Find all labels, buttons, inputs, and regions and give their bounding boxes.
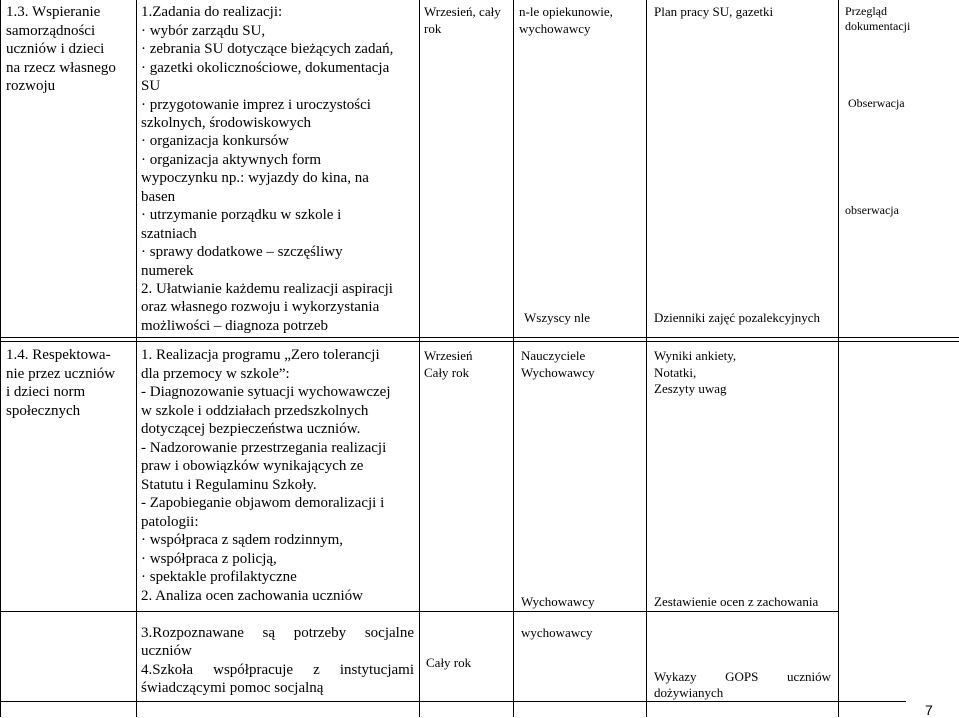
grid-line: [0, 611, 838, 612]
responsible-line: wychowawcy: [519, 21, 591, 36]
section-title-line: rozwoju: [6, 78, 56, 94]
section-title-line: 1.4. Respektowa-: [6, 347, 111, 363]
section-title-line: samorządności: [6, 23, 96, 39]
term-line: Wrzesień: [424, 348, 473, 363]
grid-line: [0, 0, 1, 717]
tools-line: Zeszyty uwag: [654, 381, 727, 396]
task-line: 2. Analiza ocen zachowania uczniów: [141, 588, 363, 604]
task-line: · organizacja aktywnych form: [141, 152, 322, 168]
task-line: · przygotowanie imprez i uroczystości: [141, 97, 371, 113]
grid-line: [838, 0, 839, 717]
task-line: · współpraca z policją,: [141, 551, 277, 567]
tools-word: uczniów: [786, 669, 831, 684]
task-word: instytucjami: [339, 662, 414, 678]
responsible-line: Wszyscy nle: [524, 310, 591, 325]
task-line: możliwości – diagnoza potrzeb: [141, 318, 329, 334]
task-line: praw i obowiązków wynikających ze: [141, 458, 364, 474]
task-line: dla przemocy w szkole”:: [141, 366, 290, 382]
evaluation-line: Obserwacja: [848, 96, 905, 110]
task-line: · utrzymanie porządku w szkole i: [141, 207, 342, 223]
grid-line: [0, 337, 959, 338]
task-line: - Nadzorowanie przestrzegania realizacji: [141, 440, 387, 456]
evaluation-line: dokumentacji: [845, 19, 911, 33]
term-line: Wrzesień, cały: [424, 4, 501, 19]
grid-line: [419, 0, 420, 717]
responsible-line: Nauczyciele: [521, 348, 586, 363]
tools-line: Plan pracy SU, gazetki: [654, 4, 774, 19]
section-title-line: 1.3. Wspieranie: [6, 4, 101, 20]
tools-line: Zestawienie ocen z zachowania: [654, 594, 819, 609]
evaluation-line: obserwacja: [845, 203, 899, 217]
task-line: · zebrania SU dotyczące bieżących zadań,: [141, 41, 394, 57]
grid-line: [646, 0, 647, 717]
task-line: SU: [141, 78, 161, 94]
task-word: potrzeby: [293, 625, 347, 641]
section-title-line: i dzieci norm: [6, 384, 86, 400]
task-line: · współpraca z sądem rodzinnym,: [141, 532, 344, 548]
task-line: szatniach: [141, 226, 197, 242]
task-line: 1.Zadania do realizacji:: [141, 4, 283, 20]
grid-line: [513, 0, 514, 717]
task-line: basen: [141, 189, 176, 205]
task-line: Statutu i Regulaminu Szkoły.: [141, 477, 317, 493]
task-line: oraz własnego rozwoju i wykorzystania: [141, 299, 380, 315]
section-title-line: nie przez uczniów: [6, 366, 116, 382]
responsible-line: n-le opiekunowie,: [519, 4, 613, 19]
task-word: z: [313, 662, 320, 678]
task-word: są: [262, 625, 276, 641]
task-line: wypoczynku np.: wyjazdy do kina, na: [141, 170, 369, 186]
evaluation-line: Przegląd: [845, 4, 887, 18]
task-line: - Zapobieganie objawom demoralizacji i: [141, 495, 385, 511]
task-word: współpracuje: [213, 662, 294, 678]
section-title-line: na rzecz własnego: [6, 60, 116, 76]
task-line: patologii:: [141, 514, 199, 530]
tools-line: dożywianych: [654, 685, 724, 700]
tools-line: Dzienniki zajęć pozalekcyjnych: [654, 310, 821, 325]
section-title-line: uczniów i dzieci: [6, 41, 105, 57]
grid-line: [0, 341, 959, 342]
tools-line: [654, 670, 831, 683]
task-line: dotyczącej bezpieczeństwa uczniów.: [141, 421, 361, 437]
task-line: · sprawy dodatkowe – szczęśliwy: [141, 244, 343, 260]
task-line: szkolnych, środowiskowych: [141, 115, 311, 131]
task-line: · wybór zarządu SU,: [141, 23, 266, 39]
tools-word: GOPS: [725, 669, 759, 684]
task-line: [141, 663, 414, 678]
task-word: 4.Szkoła: [141, 662, 194, 678]
task-line: 1. Realizacja programu „Zero tolerancji: [141, 347, 380, 363]
responsible-line: wychowawcy: [521, 625, 593, 640]
task-line: świadczącymi pomoc socjalną: [141, 680, 324, 696]
task-line: numerek: [141, 263, 194, 279]
task-line: w szkole i oddziałach przedszkolnych: [141, 403, 369, 419]
term-line: Cały rok: [424, 365, 470, 380]
term-line: Cały rok: [426, 655, 472, 670]
task-word: 3.Rozpoznawane: [141, 625, 244, 641]
task-line: · spektakle profilaktyczne: [141, 569, 297, 585]
tools-word: Wykazy: [654, 669, 697, 684]
tools-line: Notatki,: [654, 365, 697, 380]
responsible-line: Wychowawcy: [521, 594, 595, 609]
task-line: · organizacja konkursów: [141, 133, 290, 149]
section-title-line: społecznych: [6, 403, 81, 419]
grid-line: [0, 701, 906, 702]
task-line: · gazetki okolicznościowe, dokumentacja: [141, 60, 390, 76]
grid-line: [136, 0, 137, 717]
task-line: 2. Ułatwianie każdemu realizacji aspiracji: [141, 281, 393, 297]
task-word: socjalne: [364, 625, 414, 641]
term-line: rok: [424, 21, 442, 36]
tools-line: Wyniki ankiety,: [654, 348, 737, 363]
page-number: 7: [925, 702, 933, 718]
task-line: uczniów: [141, 643, 192, 659]
task-line: [141, 626, 414, 641]
task-line: - Diagnozowanie sytuacji wychowawczej: [141, 384, 391, 400]
responsible-line: Wychowawcy: [521, 365, 595, 380]
